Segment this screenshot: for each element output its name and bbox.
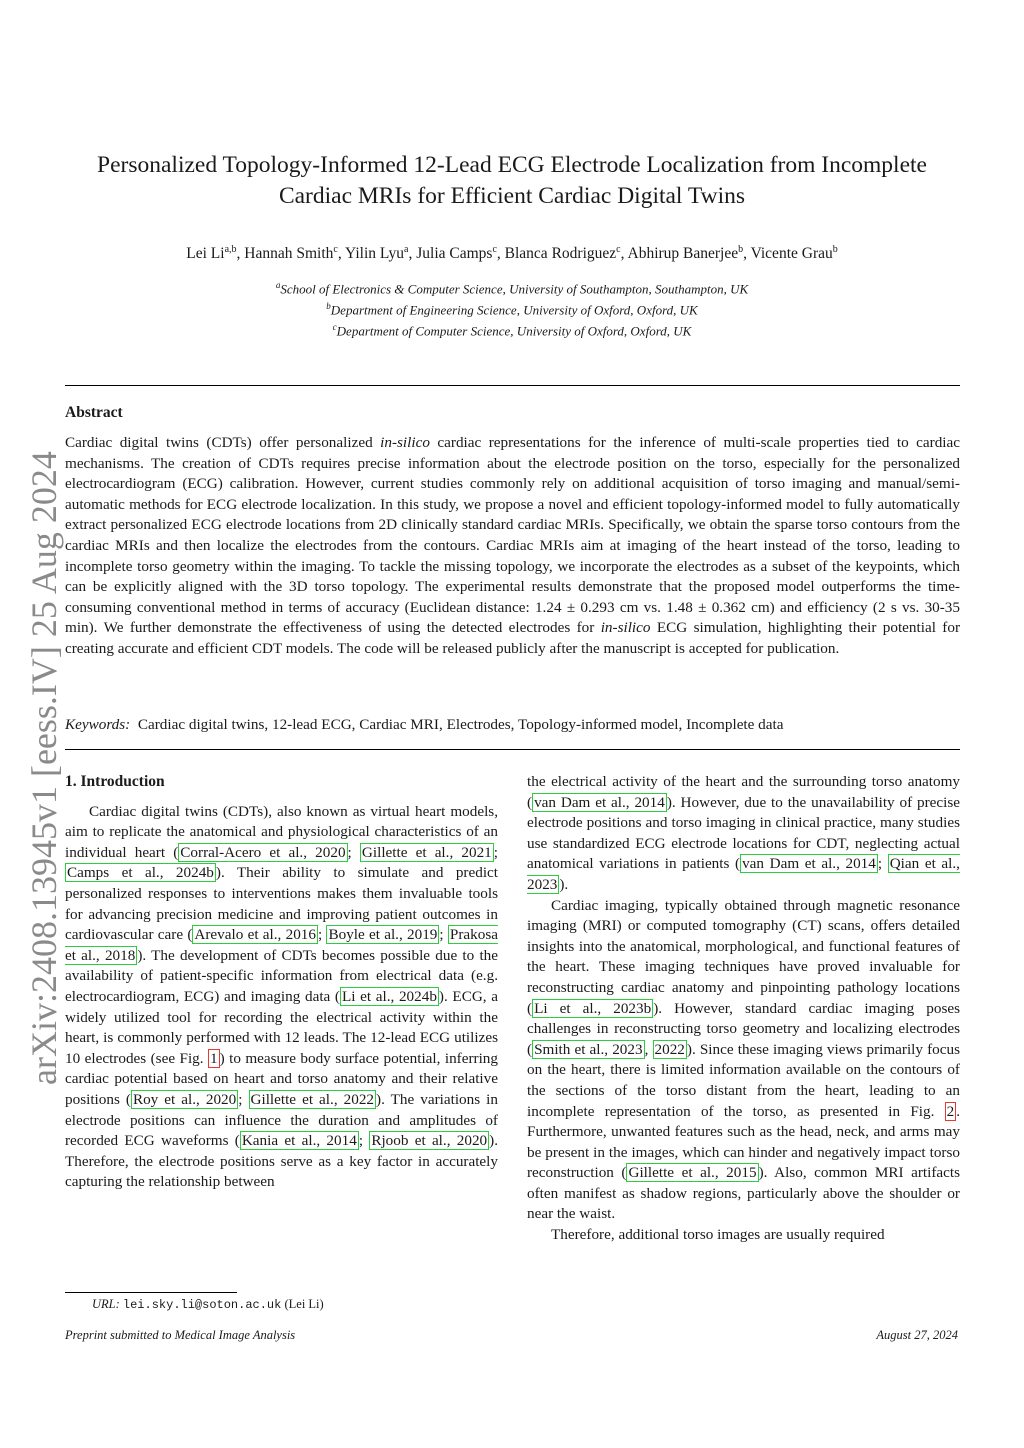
author-name: Yilin Lyu	[345, 245, 405, 263]
citation-link[interactable]: Rjoob et al., 2020	[371, 1132, 488, 1150]
author-name: Hannah Smith	[244, 245, 334, 263]
body-paragraph: Cardiac imaging, typically obtained through magnetic resonance imaging (MRI) or computed tomography (CT) scans, offers detailed insights into the anatomical, morphological, and functional features of the heart. These imaging techniques have proved invaluable for reconstructing cardiac anatomy and pinpointing pathology locations ( Li et al., 2023b ). However, standard cardiac imaging poses challenges in reconstructing torso geometry and localizing electrodes ( Smith et al., 2023 , 2022 ). Since these imaging views primarily focus on the heart, there is limited information available on the contours of the sections of the torso distant from the heart, leading to an incomplete representation of the torso, as presented in Fig. 2 . Furthermore, unwanted features such as the head, neck, and arms may be present in the images, which can hinder and negatively impact torso reconstruction ( Gillette et al., 2015 ). Also, common MRI artifacts often manifest as shadow regions, particularly above the shoulder or near the waist.	[527, 896, 961, 1223]
author-affiliation-marker: c	[333, 244, 338, 255]
affiliation-line	[100, 277, 924, 298]
citation-link[interactable]: Gillette et al., 2015	[628, 1164, 757, 1182]
abstract-heading: Abstract	[65, 404, 123, 421]
author-affiliation-marker: c	[616, 244, 621, 255]
affiliation-marker: c	[332, 321, 337, 332]
author-name: Julia Camps	[416, 245, 493, 263]
citation-link[interactable]: Gillette et al., 2022	[250, 1090, 375, 1108]
citation-link[interactable]: Camps et al., 2024b	[67, 864, 214, 882]
body-paragraph: Therefore, additional torso images are usually required	[551, 1226, 885, 1244]
citation-link[interactable]: Gillette et al., 2021	[361, 843, 492, 861]
citation-link[interactable]: Corral-Acero et al., 2020	[180, 843, 346, 861]
author-affiliation-marker: a	[404, 244, 409, 255]
figure-reference-link[interactable]: 2	[946, 1102, 955, 1120]
affiliation-list	[100, 277, 924, 339]
italic-term: in-silico	[600, 619, 651, 637]
abstract-text: Cardiac digital twins (CDTs) offer personalized in-silico cardiac representations for the inference of multi-scale properties tied to cardiac mechanisms. The creation of CDTs requires precise information about the electrode position on the torso, especially for the personalized electrocardiogram (ECG) calibration. However, current studies commonly rely on additional acquisition of torso imaging and manual/semi-automatic methods for ECG electrode localization. In this study, we propose a novel and efficient topology-informed model to fully automatically extract personalized ECG electrode locations from 2D clinically standard cardiac MRIs. Specifically, we obtain the sparse torso contours from the cardiac MRIs and then localize the electrodes from the contours. Cardiac MRIs aim at imaging of the heart instead of the torso, leading to incomplete torso geometry within the imaging. To tackle the missing topology, we incorporate the electrodes as a subset of the keypoints, which can be explicitly aligned with the 3D torso topology. The experimental results demonstrate that the proposed model outperforms the time-consuming conventional method in terms of accuracy (Euclidean distance: 1.24 ± 0.293 cm vs. 1.48 ± 0.362 cm) and efficiency (2 s vs. 30-35 min). We further demonstrate the effectiveness of using the detected electrodes for in-silico ECG simulation, highlighting their potential for creating accurate and efficient CDT models. The code will be released publicly after the manuscript is accepted for publication.	[65, 434, 960, 657]
footnote-label: URL:	[92, 1297, 120, 1311]
left-column	[65, 772, 498, 1193]
affiliation-line	[100, 319, 924, 340]
author-name: Vicente Grau	[750, 245, 833, 263]
affiliation-text: Department of Engineering Science, University of Oxford, Oxford, UK	[330, 302, 698, 318]
left-column-body	[65, 802, 498, 1193]
citation-link[interactable]: Kania et al., 2014	[241, 1132, 357, 1150]
abstract-top-rule	[65, 385, 960, 386]
affiliation-marker: b	[326, 300, 331, 311]
intro-heading: 1. Introduction	[65, 773, 165, 790]
figure-reference-link[interactable]: 1	[210, 1049, 218, 1067]
citation-link[interactable]: Roy et al., 2020	[132, 1090, 237, 1108]
author-name: Blanca Rodriguez	[504, 245, 617, 263]
author-affiliation-marker: c	[492, 244, 497, 255]
footnote	[92, 1297, 324, 1312]
author-affiliation-marker: a,b	[224, 244, 237, 255]
footnote-suffix: (Lei Li)	[281, 1297, 324, 1311]
citation-link[interactable]: 2022	[654, 1040, 685, 1058]
citation-link[interactable]: Arevalo et al., 2016	[194, 926, 316, 944]
footer-venue: Preprint submitted to Medical Image Analysis	[65, 1328, 296, 1342]
abstract-bottom-rule	[65, 749, 960, 750]
keywords	[65, 715, 960, 735]
citation-link[interactable]: Prakosa et al., 2018	[65, 926, 498, 964]
body-paragraph: the electrical activity of the heart and the surrounding torso anatomy ( van Dam et al., 2014 ). However, due to the unavailability of precise electrode positions and torso imaging in clinical practice, many studies use standardized ECG electrode locations for CDT, neglecting actual anatomical variations in patients ( van Dam et al., 2014 ; Qian et al., 2023 ).	[527, 773, 961, 893]
citation-link[interactable]: van Dam et al., 2014	[534, 793, 665, 811]
footnote-rule	[65, 1292, 237, 1293]
author-list: Lei Li$^{a,b}$, Hannah Smith$^c$, Yilin Lyu$^a$, Julia Camps$^c$, Blanca Rodriguez$^c$, Abhirup Banerjee$^b$, Vicente Grau$^b$	[186, 244, 838, 263]
arxiv-identifier: arXiv:2408.13945v1 [eess.IV] 25 Aug 2024	[24, 451, 64, 1085]
italic-term: in-silico	[380, 434, 430, 451]
keywords-text: Cardiac digital twins, 12-lead ECG, Cardiac MRI, Electrodes, Topology-informed model, Incomplete data	[137, 716, 784, 733]
citation-link[interactable]: Qian et al., 2023	[527, 855, 960, 893]
citation-link[interactable]: Li et al., 2023b	[534, 999, 652, 1017]
author-affiliation-marker: b	[738, 244, 744, 255]
author-email-link[interactable]: lei.sky.li@soton.ac.uk	[122, 1298, 282, 1312]
author-name: Lei Li	[186, 245, 225, 263]
affiliation-text: School of Electronics & Computer Science, University of Southampton, Southampton, UK	[280, 281, 749, 297]
author-affiliation-marker: b	[832, 244, 838, 255]
author-name: Abhirup Banerjee	[627, 245, 739, 263]
right-column-body	[527, 772, 960, 1246]
citation-link[interactable]: Li et al., 2024b	[342, 987, 437, 1005]
footer-date: August 27, 2024	[876, 1328, 958, 1342]
affiliation-line	[100, 298, 924, 319]
citation-link[interactable]: Smith et al., 2023	[534, 1040, 643, 1058]
citation-link[interactable]: van Dam et al., 2014	[742, 855, 876, 873]
right-column	[527, 772, 960, 1246]
affiliation-text: Department of Computer Science, University of Oxford, Oxford, UK	[336, 322, 692, 338]
citation-link[interactable]: Boyle et al., 2019	[328, 926, 438, 944]
keywords-label: Keywords:	[65, 716, 131, 733]
body-paragraph: Cardiac digital twins (CDTs), also known as virtual heart models, aim to replicate the anatomical and physiological characteristics of an individual heart ( Corral-Acero et al., 2020 ; Gillette et al., 2021 ; Camps et al., 2024b ). Their ability to simulate and predict personalized responses to interventions makes them invaluable tools for advancing precision medicine and improving patient outcomes in cardiovascular care ( Arevalo et al., 2016 ; Boyle et al., 2019 ; Prakosa et al., 2018 ). The development of CDTs becomes possible due to the availability of patient-specific information from electrical data (e.g. electrocardiogram, ECG) and imaging data ( Li et al., 2024b ). ECG, a widely utilized tool for recording the electrical activity within the heart, is commonly performed with 12 leads. The 12-lead ECG utilizes 10 electrodes (see Fig. 1 ) to measure body surface potential, inferring cardiac potential based on heart and torso anatomy and their relative positions ( Roy et al., 2020 ; Gillette et al., 2022 ). The variations in electrode positions can influence the duration and amplitudes of recorded ECG waveforms ( Kania et al., 2014 ; Rjoob et al., 2020 ). Therefore, the electrode positions serve as a key factor in accurately capturing the relationship between	[65, 802, 498, 1191]
affiliation-marker: a	[275, 280, 281, 290]
paper-title: Personalized Topology-Informed 12-Lead ECG Electrode Localization from Incomplete Cardiac MRIs for Efficient Cardiac Digital Twins	[97, 152, 927, 209]
